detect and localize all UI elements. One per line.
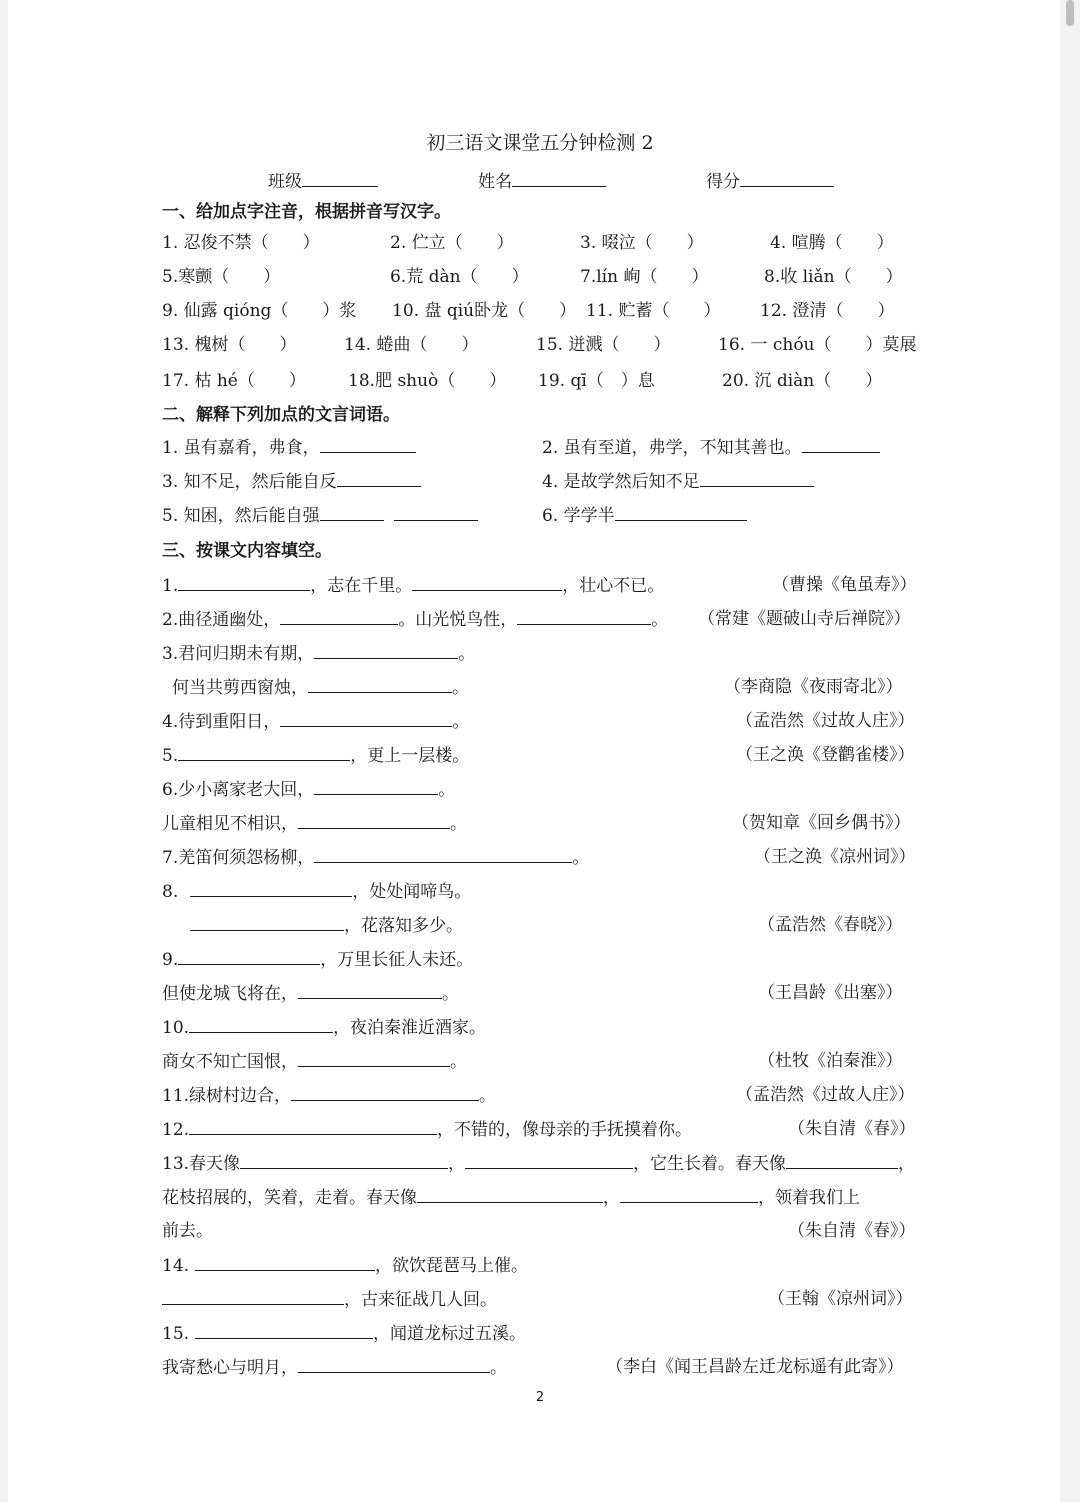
poem-source: （朱自清《春》）: [788, 1119, 916, 1139]
answer-blank[interactable]: [802, 436, 880, 453]
poem-source: （王之涣《登鹳雀楼》）: [736, 745, 915, 765]
class-blank[interactable]: [302, 170, 378, 187]
s2-item: 3. 知不足，然后能自反: [162, 470, 421, 493]
s2-item: 2. 虽有至道，弗学，不知其善也。: [542, 436, 880, 459]
answer-blank[interactable]: [320, 436, 416, 453]
s1-item: 7.lín 峋（ ）: [580, 267, 709, 287]
s1-item: 16. 一 chóu（ ）莫展: [718, 335, 917, 355]
s1-item: 2. 伫立（ ）: [390, 233, 514, 253]
fill-line: 2.曲径通幽处， 。山光悦鸟性， 。: [162, 610, 669, 630]
answer-blank[interactable]: [178, 574, 310, 591]
fill-line: 9. ，万里长征人未还。: [162, 950, 474, 970]
answer-blank[interactable]: [298, 812, 450, 829]
fill-line: 我寄愁心与明月， 。: [162, 1358, 507, 1378]
fill-line: 1. ，志在千里。 ，壮心不已。: [162, 576, 665, 596]
answer-blank[interactable]: [308, 676, 452, 693]
answer-blank[interactable]: [291, 1084, 479, 1101]
s2-item: 4. 是故学然后知不足: [542, 470, 814, 493]
name-field: [478, 170, 606, 193]
poem-source: （杜牧《泊秦淮》）: [758, 1051, 903, 1071]
fill-line: 5. ，更上一层楼。: [162, 746, 470, 766]
s1-item: 12. 澄清（ ）: [760, 301, 895, 321]
answer-blank[interactable]: [298, 1356, 490, 1373]
score-blank[interactable]: [740, 170, 834, 187]
s2-item: 1. 虽有嘉肴，弗食，: [162, 436, 416, 459]
fill-line: 14. ，欲饮琵琶马上催。: [162, 1256, 529, 1276]
answer-blank[interactable]: [394, 504, 478, 521]
answer-blank[interactable]: [314, 846, 572, 863]
answer-blank[interactable]: [314, 778, 438, 795]
fill-line: 11.绿树村边合， 。: [162, 1086, 497, 1106]
fill-line: 13.春天像 ， ，它生长着。春天像 ，: [162, 1154, 916, 1174]
answer-blank[interactable]: [240, 1152, 448, 1169]
page-title: 初三语文课堂五分钟检测 2: [426, 132, 654, 154]
answer-blank[interactable]: [280, 608, 398, 625]
poem-source: （朱自清《春》）: [788, 1221, 916, 1241]
class-label: 班级: [268, 172, 302, 192]
answer-blank[interactable]: [700, 470, 814, 487]
poem-source: （孟浩然《过故人庄》）: [736, 1085, 915, 1105]
answer-blank[interactable]: [190, 880, 352, 897]
class-field: [268, 170, 378, 193]
s1-item: 8.收 liǎn（ ）: [764, 267, 903, 287]
poem-source: （常建《题破山寺后禅院》）: [698, 609, 911, 629]
poem-source: （李商隐《夜雨寄北》）: [724, 677, 903, 697]
answer-blank[interactable]: [417, 1186, 603, 1203]
answer-blank[interactable]: [189, 1016, 333, 1033]
poem-source: （王翰《凉州词》）: [768, 1289, 913, 1309]
s1-item: 1. 忍俊不禁（ ）: [162, 233, 320, 253]
s1-item: 9. 仙露 qióng（ ）浆: [162, 301, 357, 321]
answer-blank[interactable]: [337, 470, 421, 487]
s1-item: 20. 沉 diàn（ ）: [722, 371, 883, 391]
name-label: 姓名: [478, 172, 512, 192]
answer-blank[interactable]: [195, 1322, 373, 1339]
fill-line: 15. ，闻道龙标过五溪。: [162, 1324, 527, 1344]
answer-blank[interactable]: [314, 642, 458, 659]
s1-item: 14. 蜷曲（ ）: [344, 335, 479, 355]
s1-item: 10. 盘 qiú卧龙（ ）: [392, 301, 577, 321]
answer-blank[interactable]: [412, 574, 562, 591]
answer-blank[interactable]: [786, 1152, 898, 1169]
answer-blank[interactable]: [615, 504, 747, 521]
fill-line: 花枝招展的，笑着，走着。春天像 ， ，领着我们上: [162, 1188, 860, 1208]
fill-line: 前去。: [162, 1221, 213, 1241]
score-field: [706, 170, 834, 193]
answer-blank[interactable]: [190, 914, 344, 931]
s1-item: 6.荒 dàn（ ）: [390, 267, 529, 287]
answer-blank[interactable]: [320, 504, 384, 521]
answer-blank[interactable]: [465, 1152, 633, 1169]
score-label: 得分: [706, 172, 740, 192]
s1-item: 4. 喧腾（ ）: [770, 233, 894, 253]
answer-blank[interactable]: [162, 1288, 344, 1305]
answer-blank[interactable]: [620, 1186, 758, 1203]
s1-item: 17. 枯 hé（ ）: [162, 371, 306, 391]
answer-blank[interactable]: [189, 1118, 437, 1135]
fill-line: 商女不知亡国恨， 。: [162, 1052, 467, 1072]
answer-blank[interactable]: [178, 744, 350, 761]
answer-blank[interactable]: [298, 982, 442, 999]
s1-item: 15. 迸溅（ ）: [536, 335, 671, 355]
fill-line: 何当共剪西窗烛， 。: [172, 678, 469, 698]
answer-blank[interactable]: [517, 608, 651, 625]
s1-item: 19. qī（ ）息: [538, 371, 655, 391]
fill-line: 12. ，不错的，像母亲的手抚摸着你。: [162, 1120, 693, 1140]
fill-line: 6.少小离家老大回， 。: [162, 780, 456, 800]
s1-item: 13. 槐树（ ）: [162, 335, 297, 355]
fill-line: 8. ，处处闻啼鸟。: [162, 882, 472, 902]
fill-line: 10. ，夜泊秦淮近酒家。: [162, 1018, 487, 1038]
fill-line: 但使龙城飞将在， 。: [162, 984, 459, 1004]
fill-line: 儿童相见不相识， 。: [162, 814, 467, 834]
poem-source: （王昌龄《出塞》）: [758, 983, 903, 1003]
poem-source: （李白《闻王昌龄左迁龙标遥有此寄》）: [606, 1357, 904, 1377]
s1-item: 3. 啜泣（ ）: [580, 233, 704, 253]
poem-source: （曹操《龟虽寿》）: [772, 575, 917, 595]
poem-source: （孟浩然《过故人庄》）: [736, 711, 915, 731]
s1-item: 5.寒颤（ ）: [162, 267, 281, 287]
fill-line: ，古来征战几人回。: [162, 1288, 497, 1311]
scrollbar-thumb[interactable]: [1066, 0, 1074, 26]
poem-source: （王之涣《凉州词》）: [754, 847, 916, 867]
poem-source: （贺知章《回乡偶书》）: [732, 813, 911, 833]
answer-blank[interactable]: [298, 1050, 450, 1067]
s2-item: 5. 知困，然后能自强: [162, 504, 478, 527]
s1-item: 11. 贮蓄（ ）: [586, 301, 721, 321]
answer-blank[interactable]: [178, 948, 320, 965]
fill-line: 7.羌笛何须怨杨柳， 。: [162, 848, 590, 868]
fill-line: 3.君问归期未有期， 。: [162, 644, 476, 664]
answer-blank[interactable]: [195, 1254, 375, 1271]
fill-line: 4.待到重阳日， 。: [162, 712, 470, 732]
section2-heading: 二、解释下列加点的文言词语。: [162, 405, 400, 425]
name-blank[interactable]: [512, 170, 606, 187]
s2-item: 6. 学学半: [542, 504, 747, 527]
page-number: 2: [535, 1390, 545, 1405]
section1-heading: 一、给加点字注音，根据拼音写汉字。: [162, 202, 451, 222]
answer-blank[interactable]: [280, 710, 452, 727]
s1-item: 18.肥 shuò（ ）: [348, 371, 507, 391]
poem-source: （孟浩然《春晓》）: [758, 915, 903, 935]
fill-line: ，花落知多少。: [190, 914, 463, 937]
section3-heading: 三、按课文内容填空。: [162, 541, 332, 561]
